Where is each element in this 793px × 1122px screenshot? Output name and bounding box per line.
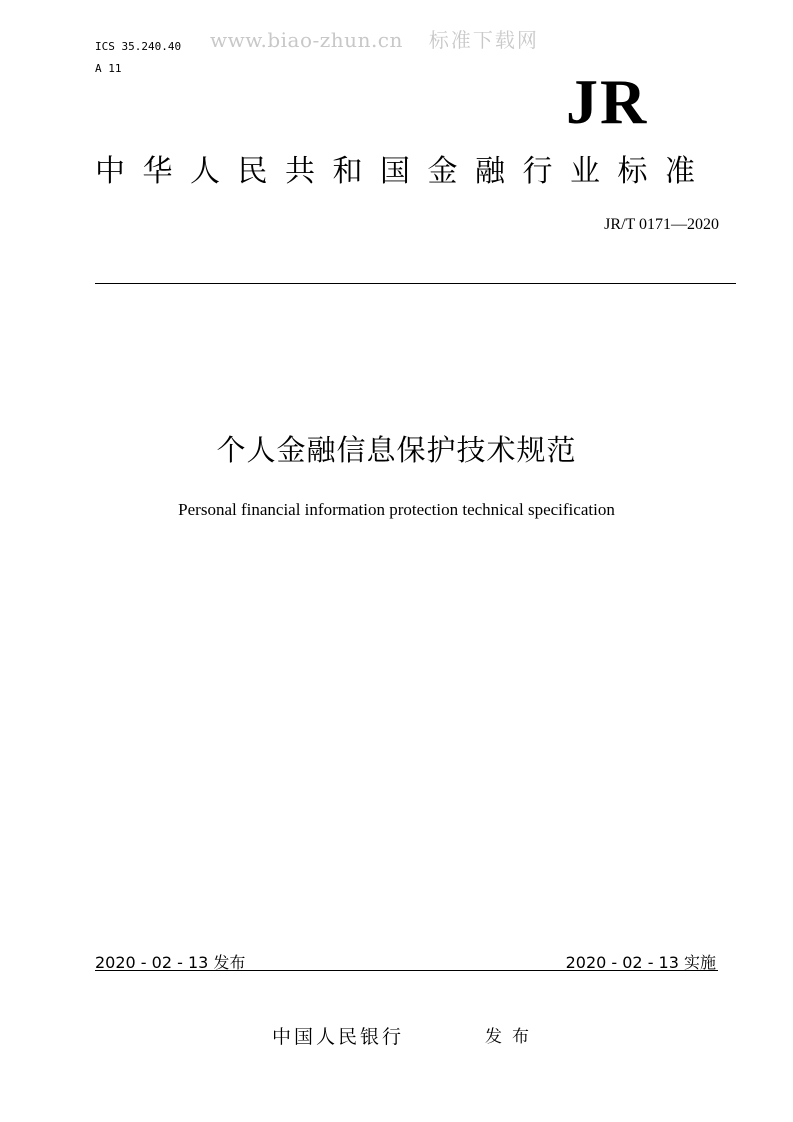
standard-code: JR/T 0171—2020 bbox=[604, 216, 719, 233]
issue-date: 2020 - 02 - 13 发布 bbox=[95, 953, 246, 972]
top-divider bbox=[95, 283, 736, 284]
document-title-en: Personal financial information protection technical specification bbox=[178, 500, 615, 519]
bottom-divider bbox=[95, 970, 718, 971]
standard-title: 中华人民共和国金融行业标准 bbox=[95, 154, 713, 189]
implementation-date: 2020 - 02 - 13 实施 bbox=[565, 953, 716, 972]
classification-code: A 11 bbox=[95, 62, 122, 75]
document-title-cn: 个人金融信息保护技术规范 bbox=[216, 433, 577, 467]
issuer-action: 发布 bbox=[485, 1027, 539, 1047]
watermark-url: www.biao-zhun.cn bbox=[210, 28, 403, 52]
ics-code: ICS 35.240.40 bbox=[95, 40, 182, 53]
jr-logo: JR bbox=[566, 66, 649, 137]
watermark-text: 标准下载网 bbox=[428, 28, 539, 52]
watermark bbox=[210, 24, 539, 53]
issuer: 中国人民银行 bbox=[272, 1026, 405, 1048]
